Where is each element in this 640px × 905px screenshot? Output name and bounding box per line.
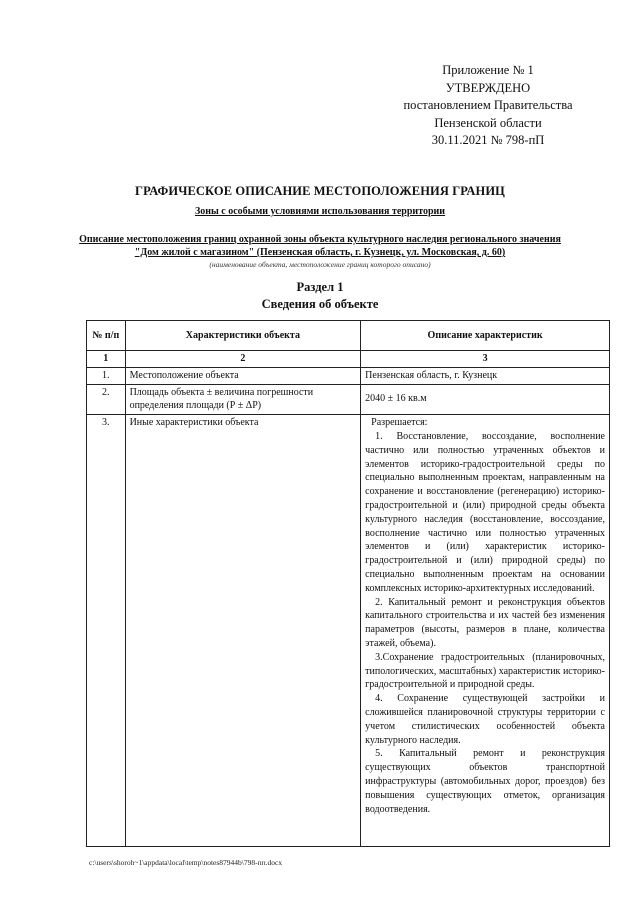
permitted-item: 5. Капитальный ремонт и реконструкция существующих объектов транспортной инфраструктуры (автомобильных дорог, проездов) без повышения существующих отметок, организация водоотведения. — [365, 748, 605, 815]
document-title: ГРАФИЧЕСКОЕ ОПИСАНИЕ МЕСТОПОЛОЖЕНИЯ ГРАНИЦ — [135, 184, 505, 198]
row-description: Пензенская область, г. Кузнецк — [361, 367, 610, 384]
column-number-2: 2 — [125, 351, 361, 368]
row-num: 3. — [87, 415, 126, 847]
permitted-item: 2. Капитальный ремонт и реконструкция объектов капитального строительства и их частей без изменения параметров (высоты, размеров в плане, количества этажей, объема). — [365, 596, 605, 649]
row-num: 2. — [87, 384, 126, 415]
approval-authority: Пензенской области — [434, 115, 542, 130]
approval-appendix: Приложение № 1 — [442, 63, 534, 77]
table-header-row — [87, 321, 610, 351]
permitted-item: 1. Восстановление, воссоздание, восполнение частично или полностью утраченных объектов и элементов историко-градостроительной среды по специально выполненным проектам, направленным на сохранение и восстановление (регенерацию) историко-градостроительной и (или) природной среды объекта культурного наследия (восстановление, воссоздание, восполнение частично или полностью утраченных элементов и (или) характеристик историко-градостроительной и (или) природной среды) по специально выполненным проектам на основании комплексных историко-архитектурных исследований. — [365, 430, 605, 594]
permitted-item: 3.Сохранение градостроительных (планировочных, типологических, масштабных) характеристик историко-градостроительной и природной среды. — [365, 651, 605, 691]
file-path-footer: c:\users\shoroh~1\appdata\local\temp\notes87944b\798-пп.docx — [89, 858, 283, 867]
row-characteristic: Местоположение объекта — [125, 367, 361, 384]
table-numbering-row — [87, 351, 610, 368]
row-characteristic: Иные характеристики объекта — [125, 415, 361, 847]
approval-date-number: 30.11.2021 № 798-пП — [431, 133, 545, 148]
table-row — [87, 367, 610, 384]
object-info-table — [86, 320, 610, 847]
document-subtitle: Зоны с особыми условиями использования территории — [194, 206, 446, 217]
section-title: Раздел 1 — [296, 280, 344, 294]
header-characteristics: Характеристики объекта — [125, 321, 361, 351]
row-description: 2040 ± 16 кв.м — [361, 384, 610, 415]
row-num: 1. — [87, 367, 126, 384]
column-number-1: 1 — [87, 351, 126, 368]
permitted-intro: Разрешается: — [371, 417, 428, 429]
row-characteristic: Площадь объекта ± величина погрешности определения площади (Р ± ΔР) — [125, 384, 361, 415]
section-subtitle: Сведения об объекте — [261, 297, 379, 311]
approval-approved: УТВЕРЖДЕНО — [445, 80, 531, 95]
header-description: Описание характеристик — [361, 321, 610, 351]
approval-block — [388, 62, 588, 150]
description-line-1: Описание местоположения границ охранной зоны объекта культурного наследия регионального значения — [79, 234, 561, 245]
table-row — [87, 384, 610, 415]
description-line-2: "Дом жилой с магазином" (Пензенская область, г. Кузнецк, ул. Московская, д. 60) — [134, 247, 506, 258]
row-description — [361, 415, 610, 847]
description-caption: (наименование объекта, местоположение границ которого описано) — [209, 260, 431, 269]
column-number-3: 3 — [361, 351, 610, 368]
permitted-item: 4. Сохранение существующей застройки и сложившейся планировочной структуры территории с учетом стилистических особенностей объекта культурного наследия. — [365, 693, 605, 746]
header-num: № п/п — [87, 321, 126, 351]
approval-resolution: постановлением Правительства — [403, 98, 573, 113]
table-row — [87, 415, 610, 847]
